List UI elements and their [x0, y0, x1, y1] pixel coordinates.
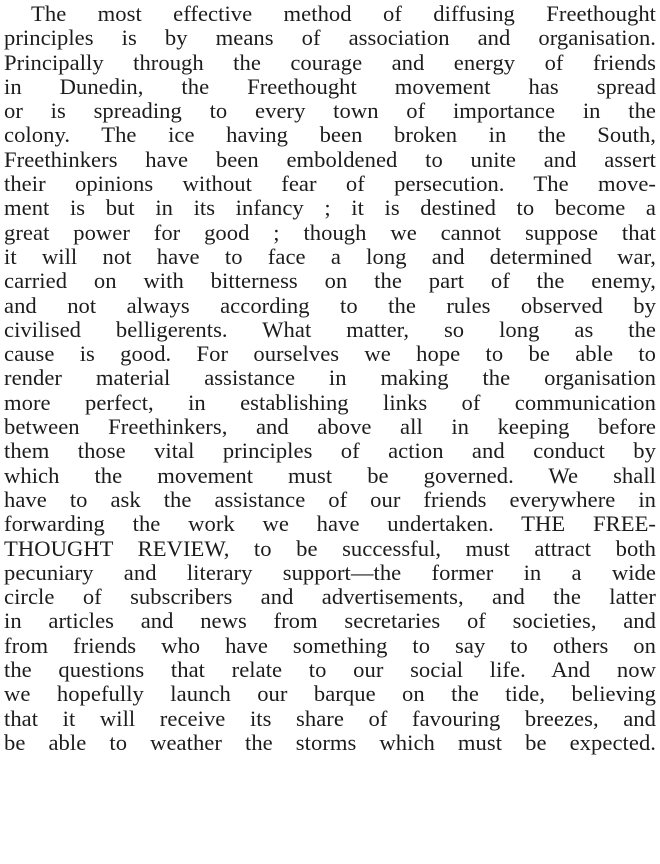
text-line: The most effective method of diffusing Freethought — [31, 1, 656, 26]
text-line: their opinions without fear of persecution. The move- — [4, 171, 656, 197]
text-line: colony. The ice having been broken in the South, — [4, 122, 656, 148]
text-line: and not always according to the rules observed by — [4, 292, 656, 318]
text-line: be able to weather the storms which must be expected. — [4, 729, 656, 755]
text-line: have to ask the assistance of our friends everywhere in — [4, 486, 656, 512]
text-line: civilised belligerents. What matter, so long as the — [4, 316, 656, 342]
text-line: render material assistance in making the organisation — [4, 365, 656, 391]
text-line: THOUGHT REVIEW, to be successful, must attract both — [4, 535, 656, 561]
text-line: in Dunedin, the Freethought movement has spread — [4, 73, 656, 99]
text-line: or is spreading to every town of importance in the — [4, 98, 656, 124]
text-line: principles is by means of association and organisation. — [4, 25, 656, 51]
text-line: in articles and news from secretaries of societies, and — [4, 608, 656, 634]
text-line: the questions that relate to our social life. And now — [4, 657, 656, 683]
text-line: it will not have to face a long and determined war, — [4, 243, 656, 269]
text-line: Principally through the courage and energy of friends — [4, 49, 656, 75]
text-line: great power for good ; though we cannot suppose that — [4, 219, 656, 245]
text-line: carried on with bitterness on the part of the enemy, — [4, 268, 656, 294]
article-paragraph — [4, 2, 660, 755]
text-line: more perfect, in establishing links of communication — [4, 389, 656, 415]
text-line: Freethinkers have been emboldened to unite and assert — [4, 146, 656, 172]
text-line: them those vital principles of action and conduct by — [4, 438, 656, 464]
text-line: forwarding the work we have undertaken. THE FREE- — [4, 511, 656, 537]
text-line: pecuniary and literary support—the former in a wide — [4, 559, 656, 585]
text-line: between Freethinkers, and above all in keeping before — [4, 414, 656, 440]
text-line: which the movement must be governed. We shall — [4, 462, 656, 488]
text-line: cause is good. For ourselves we hope to be able to — [4, 341, 656, 367]
text-line: ment is but in its infancy ; it is destined to become a — [4, 195, 656, 221]
text-line: circle of subscribers and advertisements, and the latter — [4, 584, 656, 610]
text-line: that it will receive its share of favouring breezes, and — [4, 705, 656, 731]
text-line: we hopefully launch our barque on the tide, believing — [4, 681, 656, 707]
text-line: from friends who have something to say to others on — [4, 632, 656, 658]
